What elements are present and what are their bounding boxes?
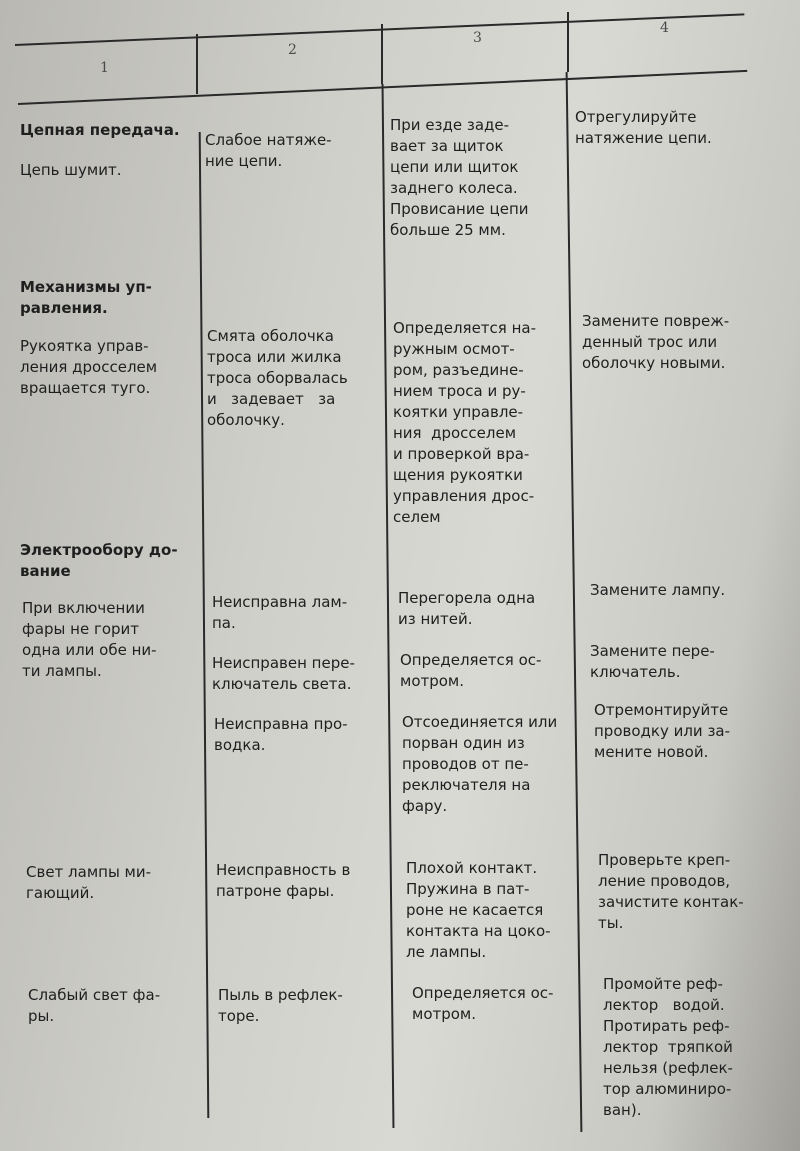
remedy-cell: Замените лампу. xyxy=(590,581,726,599)
detection-cell: Определяется ос- мотром. xyxy=(400,651,542,690)
cause-cell: Смята оболочка троса или жилка троса оборвалась и задевает за оболочку. xyxy=(207,327,348,429)
section-title-controls: Механизмы уп- равления. xyxy=(20,278,152,317)
detection-cell: Отсоединяется или порван один из проводов от пе- реключателя на фару. xyxy=(402,713,558,815)
remedy-cell: Замените повреж- денный трос или оболочку новыми. xyxy=(582,312,730,372)
symptom-cell: Цепь шумит. xyxy=(20,161,122,179)
symptom-cell: Слабый свет фа- ры. xyxy=(28,986,161,1025)
column-divider-3-body xyxy=(566,72,583,1132)
detection-cell: Плохой контакт. Пружина в пат- роне не касается контакта на цоко- ле лампы. xyxy=(406,859,551,961)
column-divider-1-body xyxy=(199,132,210,1118)
remedy-cell: Отремонтируйте проводку или за- мените новой. xyxy=(594,701,731,761)
remedy-cell: Промойте реф- лектор водой. Протирать реф- лектор тряпкой нельзя (рефлек- тор алюминиро- ван). xyxy=(603,975,733,1119)
column-divider-1 xyxy=(196,34,198,94)
remedy-cell: Отрегулируйте натяжение цепи. xyxy=(575,108,712,147)
detection-cell: При езде заде- вает за щиток цепи или щиток заднего колеса. Провисание цепи больше 25 мм. xyxy=(390,116,529,239)
symptom-cell: Свет лампы ми- гающий. xyxy=(26,863,152,902)
remedy-cell: Проверьте креп- ление проводов, зачистите контак- ты. xyxy=(598,851,744,932)
column-header-2: 2 xyxy=(288,42,297,58)
section-title-electrical: Электрообору до- вание xyxy=(20,541,178,580)
column-header-4: 4 xyxy=(660,20,669,36)
cause-cell: Пыль в рефлек- торе. xyxy=(218,986,343,1025)
detection-cell: Определяется ос- мотром. xyxy=(412,984,554,1023)
detection-cell: Перегорела одна из нитей. xyxy=(398,589,536,628)
cause-cell: Неисправен пере- ключатель света. xyxy=(212,654,355,693)
detection-cell: Определяется на- ружным осмот- ром, разъедине- нием троса и ру- коятки управле- ния дросселем и проверкой вра- щения рукоятки управления дрос- селем xyxy=(393,319,536,526)
column-divider-2 xyxy=(381,24,383,84)
column-divider-3 xyxy=(567,12,569,72)
column-header-3: 3 xyxy=(473,30,482,46)
cause-cell: Неисправность в патроне фары. xyxy=(216,861,351,900)
cause-cell: Неисправна лам- па. xyxy=(212,593,348,632)
cause-cell: Неисправна про- водка. xyxy=(214,715,348,754)
remedy-cell: Замените пере- ключатель. xyxy=(590,642,715,681)
column-header-1: 1 xyxy=(100,60,109,76)
table-top-rule xyxy=(15,13,744,46)
section-title-chain-drive: Цепная передача. xyxy=(20,121,180,139)
symptom-cell: Рукоятка управ- ления дросселем вращается туго. xyxy=(20,337,158,397)
symptom-cell: При включении фары не горит одна или обе ни- ти лампы. xyxy=(22,599,157,680)
cause-cell: Слабое натяже- ние цепи. xyxy=(205,131,332,170)
